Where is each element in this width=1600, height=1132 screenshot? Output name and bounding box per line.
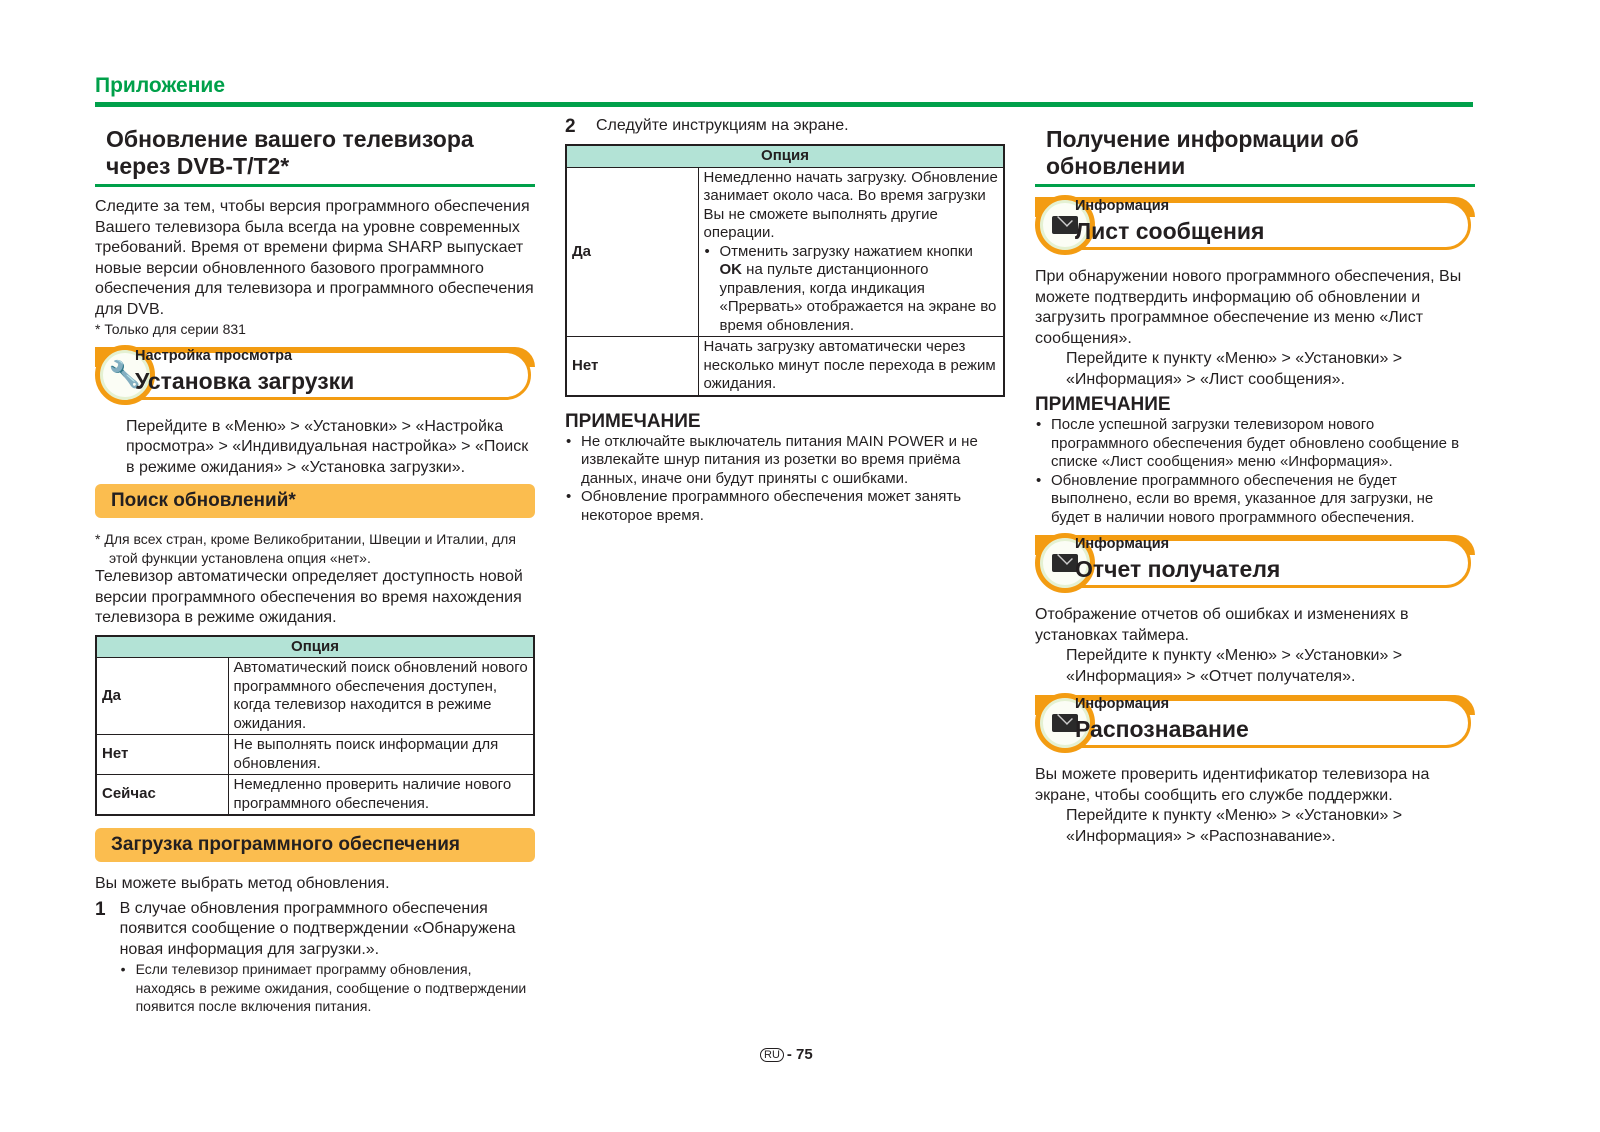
option-bullet: [704, 243, 999, 336]
table-header: Опция: [566, 145, 1004, 167]
page-footer: [760, 1046, 813, 1063]
badge-category: Настройка просмотра: [135, 347, 293, 364]
step-text: Следуйте инструкциям на экране.: [596, 117, 849, 134]
note-item: • Не отключайте выключатель питания MAIN POWER и не извлекайте шнур питания из розетки во время приёма данных, иначе они будут приняты с ошибками.: [565, 433, 1005, 489]
info-badge: [1035, 535, 1475, 595]
step-bullet: • Если телевизор принимает программу обновления, находясь в режиме ожидания, сообщение о подтверждении появится после включения питания.: [120, 960, 535, 1016]
step-2: [565, 116, 1005, 138]
table-row: [566, 337, 1004, 396]
page-number: - 75: [786, 1046, 813, 1063]
badge-title: Отчет получателя: [1075, 556, 1281, 582]
options-table: [95, 635, 535, 817]
column-1: [95, 118, 535, 1016]
footnote: * Только для серии 831: [95, 321, 246, 337]
menu-badge: [95, 347, 535, 407]
step-number: 2: [565, 116, 576, 137]
option-key: Нет: [96, 735, 228, 775]
heading-dvb-update: Обновление вашего телевизора через DVB-T/T2*: [95, 118, 535, 187]
option-desc: Не выполнять поиск информации для обновления.: [228, 735, 534, 775]
heading-update-info: Получение информации об обновлении: [1035, 118, 1475, 187]
body-text: Отображение отчетов об ошибках и изменениях в установках таймера.: [1035, 606, 1409, 644]
table-header: Опция: [96, 636, 534, 658]
ok-key: OK: [719, 261, 742, 278]
option-desc: Начать загрузку автоматически через несколько минут после перехода в режим ожидания.: [698, 337, 1004, 396]
menu-path: Перейдите к пункту «Меню» > «Установки» > «Информация» > «Отчет получателя».: [1066, 647, 1403, 685]
intro-text: Следите за тем, чтобы версия программного обеспечения Вашего телевизора была всегда на уровне современных требований. Время от времени фирма SHARP выпускает новые версии обновленного базового программного обеспечения для телевизора и программного обеспечения для DVB.: [95, 198, 534, 318]
note-heading: ПРИМЕЧАНИЕ: [1035, 394, 1171, 415]
table-row: [566, 167, 1004, 337]
option-key: Нет: [566, 337, 698, 396]
note-heading: ПРИМЕЧАНИЕ: [565, 410, 701, 432]
option-key: Да: [566, 167, 698, 337]
language-badge: RU: [760, 1048, 784, 1062]
section-rule: [95, 102, 1473, 107]
bullet-text: Отменить загрузку нажатием кнопки: [719, 242, 973, 260]
badge-title: Установка загрузки: [135, 367, 355, 394]
step-1: [95, 899, 535, 1016]
note-item: • Обновление программного обеспечения может занять некоторое время.: [565, 488, 1005, 525]
bullet-text: на пульте дистанционного управления, когда индикация «Прервать» отображается на экране во время обновления.: [719, 261, 997, 334]
wrench-icon: 🔧: [95, 345, 155, 405]
badge-title: Лист сообщения: [1075, 218, 1265, 244]
step-number: 1: [95, 898, 106, 920]
badge-category: Информация: [1075, 536, 1170, 552]
column-3: [1035, 118, 1475, 847]
menu-path: Перейдите к пункту «Меню» > «Установки» > «Информация» > «Распознавание».: [1066, 807, 1403, 845]
section-title: Приложение: [95, 74, 226, 97]
badge-title: Распознавание: [1075, 716, 1249, 742]
table-row: [96, 735, 534, 775]
option-desc: Автоматический поиск обновлений нового программного обеспечения доступен, когда телевизор находится в режиме ожидания.: [228, 658, 534, 735]
option-desc: [698, 167, 1004, 337]
subheading-download: Загрузка программного обеспечения: [95, 828, 535, 862]
table-row: [96, 658, 534, 735]
step-text: В случае обновления программного обеспечения появится сообщение о подтверждении «Обнаружена новая информация для загрузки.».: [119, 899, 516, 958]
body-text: Вы можете проверить идентификатор телевизора на экране, чтобы сообщить его службе поддержки.: [1035, 766, 1430, 804]
option-desc: Немедленно проверить наличие нового программного обеспечения.: [228, 775, 534, 816]
search-text: Телевизор автоматически определяет доступность новой версии программного обеспечения во время нахождения телевизора в режиме ожидания.: [95, 568, 523, 626]
badge-category: Информация: [1075, 696, 1170, 712]
column-2: [565, 116, 1005, 525]
subheading-search: Поиск обновлений*: [95, 484, 535, 518]
info-badge: [1035, 695, 1475, 755]
table-row: [96, 775, 534, 816]
note-item: • После успешной загрузки телевизором нового программного обеспечения будет обновлено сообщение в списке «Лист сообщения» меню «Информация».: [1035, 416, 1475, 472]
menu-path: Перейдите к пункту «Меню» > «Установки» > «Информация» > «Лист сообщения».: [1066, 350, 1403, 388]
option-key: Да: [96, 658, 228, 735]
note-item: • Обновление программного обеспечения не будет выполнено, если во время, указанное для загрузки, не будет в наличии нового программного обеспечения.: [1035, 472, 1475, 528]
info-badge: [1035, 197, 1475, 257]
options-table: [565, 144, 1005, 397]
body-text: При обнаружении нового программного обеспечения, Вы можете подтвердить информацию об обновлении и загрузить программное обеспечение из меню «Лист сообщения».: [1035, 268, 1462, 347]
download-text: Вы можете выбрать метод обновления.: [95, 875, 390, 892]
option-text: Немедленно начать загрузку. Обновление занимает около часа. Во время загрузки Вы не сможете выполнять другие операции.: [703, 168, 998, 241]
search-note: * Для всех стран, кроме Великобритании, Швеции и Италии, для этой функции установлена опция «нет».: [95, 531, 516, 566]
option-key: Сейчас: [96, 775, 228, 816]
badge-category: Информация: [1075, 198, 1170, 214]
menu-path: Перейдите в «Меню» > «Установки» > «Настройка просмотра» > «Индивидуальная настройка» > «Поиск в режиме ожидания» > «Установка загрузки».: [126, 417, 529, 476]
